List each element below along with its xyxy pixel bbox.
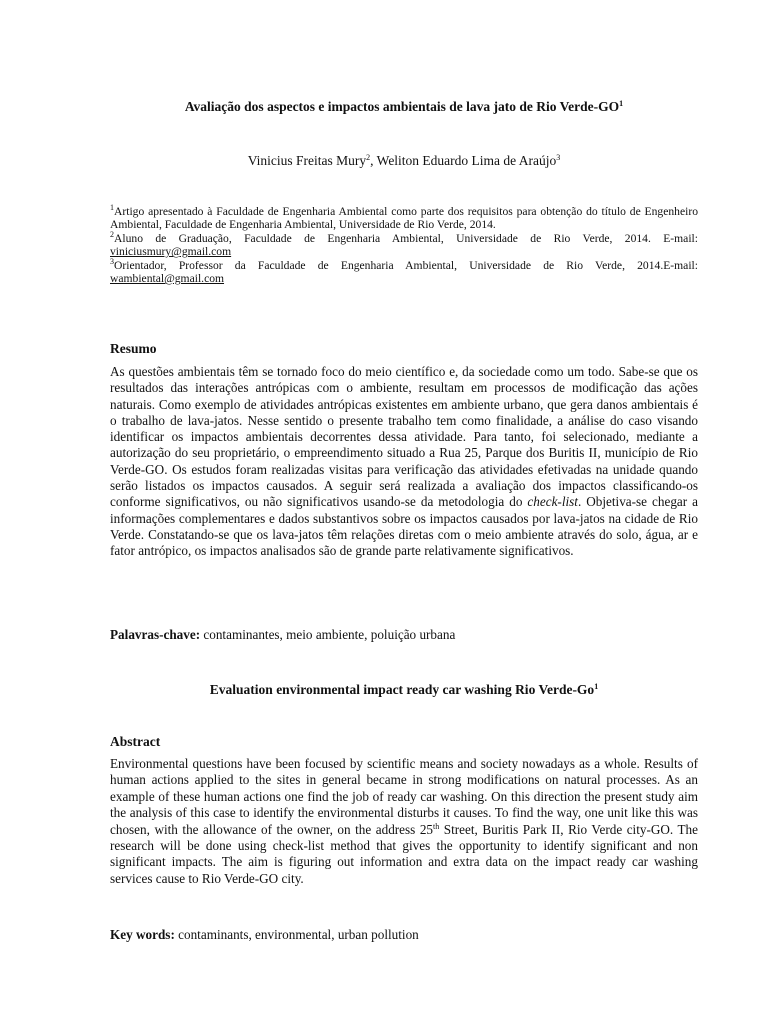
footnote-text: Artigo apresentado à Faculdade de Engenharia Ambiental como parte dos requisitos para obtenção do título de Engenheiro Ambiental, Faculdade de Engenharia Ambiental, Universidade de Rio Verde, 2014. [110, 205, 698, 232]
keywords-pt-label: Palavras-chave: [110, 627, 201, 642]
resumo-heading: Resumo [110, 341, 157, 356]
paper-title-footnote-mark: 1 [619, 99, 624, 108]
resumo-text: . Objetiva-se chegar a informações complementares e dados substantivos sobre os impactos causados por lava-jatos na cidade de Rio Verde. Constatando-se que os lava-jatos têm relações diretas com o meio ambiente através do solo, água, ar e fator antrópico, os impactos analisados são de grande parte relativamente significativos. [110, 494, 699, 559]
abstract-paragraph [110, 756, 698, 887]
footnote-number: 1 [110, 203, 114, 212]
english-title-text: Evaluation environmental impact ready car washing Rio Verde-Go [209, 682, 595, 697]
author-footnote-mark: 2 [366, 153, 371, 162]
footnote-number: 2 [110, 229, 114, 239]
email-link[interactable]: wambiental@gmail.com [110, 272, 225, 286]
keywords-en-text: contaminants, environmental, urban pollution [178, 927, 419, 942]
footnote-number: 3 [110, 256, 114, 266]
footnote [110, 229, 698, 259]
footnote [110, 256, 698, 286]
paper-title-text: Avaliação dos aspectos e impactos ambientais de lava jato de Rio Verde-GO [184, 99, 620, 114]
author-separator: , [370, 153, 377, 168]
resumo-paragraph [110, 364, 698, 560]
keywords-en [110, 927, 698, 943]
keywords-pt-text: contaminantes, meio ambiente, poluição urbana [203, 627, 456, 642]
footnote-text: Orientador, Professor da Faculdade de Engenharia Ambiental, Universidade de Rio Verde, 2014.E-mail: [114, 258, 698, 272]
author-line [110, 153, 698, 169]
author-footnote-mark: 3 [556, 153, 561, 162]
abstract-ordinal: th [433, 821, 440, 831]
abstract-heading: Abstract [110, 734, 161, 749]
paper-title [110, 99, 698, 115]
english-title [110, 682, 698, 698]
english-title-footnote-mark: 1 [594, 682, 599, 691]
footnote [110, 205, 698, 232]
abstract-text: Street, Buritis Park II, Rio Verde city-GO. The research will be done using check-list method that gives the opportunity to identify significant and non significant impacts. The aim is figuring out information and extra data on the impact ready car washing services cause to Rio Verde-GO city. [110, 821, 698, 886]
author-name: Weliton Eduardo Lima de Araújo [376, 153, 557, 168]
email-link[interactable]: viniciusmury@gmail.com [110, 245, 232, 259]
abstract-text: Environmental questions have been focused by scientific means and society nowadays as a whole. Results of human actions applied to the sites in general became in strong modifications on natural processes. As an example of these human actions one find the job of ready car washing. On this direction the present study aim the analysis of this case to identify the environmental disturbs it causes. To find the way, one unit like this was chosen, with the allowance of the owner, on the address 25 [110, 756, 698, 837]
footnote-text: Aluno de Graduação, Faculdade de Engenharia Ambiental, Universidade de Rio Verde, 2014. E-mail: [114, 231, 698, 245]
author-name: Vinicius Freitas Mury [247, 153, 367, 168]
keywords-pt [110, 627, 698, 643]
footnotes [110, 205, 698, 285]
resumo-italic-term: check-list [527, 494, 578, 510]
keywords-en-label: Key words: [110, 927, 175, 942]
resumo-text: As questões ambientais têm se tornado foco do meio científico e, da sociedade como um todo. Sabe-se que os resultados das interações antrópicas com o ambiente, resultam em processos de modificação das ações naturais. Como exemplo de atividades antrópicas existentes em ambiente urbano, que gera danos ambientais é o trabalho de lava-jatos. Nesse sentido o presente trabalho tem como finalidade, a análise do caso visando identificar os impactos ambientais decorrentes dessa atividade. Para tanto, foi selecionado, mediante a autorização do seu proprietário, o empreendimento situado a Rua 25, Parque dos Buritis II, município de Rio Verde-GO. Os estudos foram realizadas visitas para verificação das atividades efetivadas na unidade quando serão listados os impactos causados. A seguir será realizada a avaliação dos impactos classificando-os conforme significativos, ou não significativos usando-se da metodologia do [110, 364, 698, 510]
